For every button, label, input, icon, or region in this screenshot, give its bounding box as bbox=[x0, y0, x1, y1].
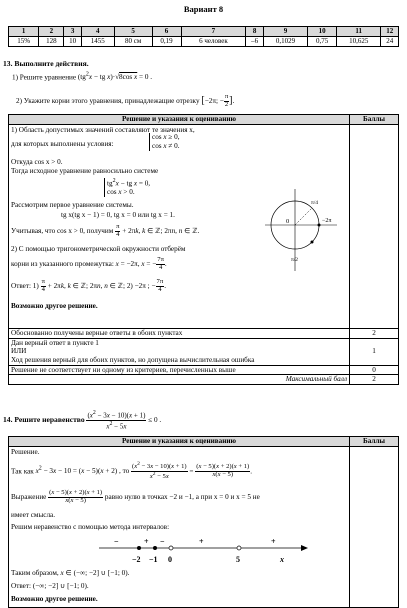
axis-label-minus-1: −1 bbox=[149, 555, 158, 564]
task14-score-empty bbox=[350, 447, 399, 608]
answer-number: 8 bbox=[246, 27, 263, 37]
answers-table bbox=[8, 26, 399, 47]
answer-value: 15% bbox=[9, 37, 39, 47]
sol14-answer: Ответ: (−∞; −2] ∪ [−1; 0). bbox=[11, 582, 89, 590]
task13-solution bbox=[9, 125, 350, 329]
task14-solution bbox=[9, 447, 350, 608]
answer-number: 5 bbox=[114, 27, 152, 37]
interval-axis-figure bbox=[99, 532, 309, 566]
circle-zero-label: 0 bbox=[286, 218, 290, 225]
criterion-row: Обоснованно получены верные ответы в обоих пунктах bbox=[9, 329, 350, 339]
answer-value: 0,75 bbox=[308, 37, 337, 47]
sol13-line: Возможно другое решение. bbox=[11, 302, 98, 310]
task14-header: Решение и указания к оцениванию bbox=[9, 437, 350, 447]
answer-number: 1 bbox=[9, 27, 39, 37]
answer-number: 4 bbox=[81, 27, 114, 37]
point-minus-2 bbox=[137, 546, 141, 550]
trig-circle-figure bbox=[265, 183, 337, 275]
answer-value: 24 bbox=[381, 37, 399, 47]
criterion-score: 1 bbox=[350, 338, 399, 365]
answer-value: 0,19 bbox=[152, 37, 181, 47]
criterion-score: 2 bbox=[350, 329, 399, 339]
task13-part1: 1) Решите уравнение ($tg^2x$ − tg x)·√8cos x = 0 . bbox=[12, 72, 153, 82]
answer-value: 6 человек bbox=[181, 37, 246, 47]
circle-pi4-label: π/4 bbox=[311, 200, 319, 206]
sign-3: − bbox=[160, 537, 165, 546]
criterion-row: Решение не соответствует ни одному из критериев, перечисленных выше bbox=[9, 365, 350, 375]
circle-right-label: −2π bbox=[322, 218, 332, 224]
sol13-system: $tg^2x$ − tg x = 0, cos x > 0. bbox=[104, 178, 150, 197]
angle-ray bbox=[295, 208, 312, 225]
sol14-line: Так как $x^2 - 3x - 10 = (x - 5)(x + 2)$ , то $\frac{(x^2 - 3x - 10)(x + 1)}{x^2 - 5x}$ = $\frac{(x - 5)(x + 2)(x + 1)}{x(x - 5)}$ . bbox=[11, 461, 253, 481]
answer-value: 1455 bbox=[81, 37, 114, 47]
sol13-line: для которых выполнены условия: bbox=[11, 140, 114, 148]
sol13-conditions: cos x ≥ 0, cos x ≠ 0. bbox=[149, 133, 180, 151]
sol14-line: имеет смысла. bbox=[11, 511, 56, 519]
criterion-row bbox=[9, 338, 350, 365]
max-score-value: 2 bbox=[350, 375, 399, 385]
point-zero-open bbox=[169, 546, 173, 550]
sol14-conclusion: Таким образом, x ∈ (−∞; −2] ∪ [−1; 0). bbox=[11, 569, 130, 577]
task14-heading-line: 14. Решите неравенство $\frac{(x^2 - 3x - 10)(x + 1)}{x^2 - 5x}$ ≤ 0 . bbox=[3, 410, 162, 430]
task13-part2: 2) Укажите корни этого уравнения, принадлежащие отрезку [−2π; − $\frac{\pi}{2}$ ]. bbox=[16, 93, 235, 108]
answer-value: –6 bbox=[246, 37, 263, 47]
task13-table bbox=[8, 114, 399, 385]
sol13-line: Тогда исходное уравнение равносильно системе bbox=[11, 167, 159, 175]
task14-table bbox=[8, 436, 399, 608]
axis-arrow bbox=[301, 545, 308, 551]
task13-header: Решение и указания к оцениванию bbox=[9, 115, 350, 125]
task13-score-empty bbox=[350, 125, 399, 329]
answer-number: 2 bbox=[39, 27, 64, 37]
answer-value: 10,625 bbox=[337, 37, 381, 47]
axis-label-five: 5 bbox=[236, 555, 240, 564]
axis-label-minus-2: −2 bbox=[132, 555, 141, 564]
sol13-line: Рассмотрим первое уравнение системы. bbox=[11, 201, 134, 209]
sol13-line: Учитывая, что cos x > 0, получим $\frac{\pi}{4}$ + 2πk, k ∈ ℤ; 2πn, n ∈ ℤ. bbox=[11, 223, 200, 238]
answer-number: 9 bbox=[263, 27, 307, 37]
axis-variable: x bbox=[280, 555, 284, 564]
task13-heading: 13. Выполните действия. bbox=[3, 59, 89, 68]
sol13-line: tg x(tg x − 1) = 0, tg x = 0 или tg x = 1. bbox=[61, 211, 175, 219]
sol13-line: корни из указанного промежутка: x = −2π, x = − $\frac{7\pi}{4}$ . bbox=[11, 256, 167, 271]
point-minus-1 bbox=[153, 546, 157, 550]
point-minus-pi4 bbox=[311, 241, 314, 244]
answer-value: 0,1029 bbox=[263, 37, 307, 47]
criterion-score: 0 bbox=[350, 365, 399, 375]
sol13-line: Откуда cos x > 0. bbox=[11, 158, 63, 166]
answer-number: 3 bbox=[64, 27, 81, 37]
point-five-open bbox=[237, 546, 241, 550]
criterion-text: Ход решения верный для обоих пунктов, но допущена вычислительная ошибка bbox=[11, 356, 255, 365]
max-score-label: Максимальный балл bbox=[9, 375, 350, 385]
answer-number: 10 bbox=[308, 27, 337, 37]
sign-6: + bbox=[271, 537, 276, 546]
answer-number: 11 bbox=[337, 27, 381, 37]
sol14-line: Решим неравенство с помощью метода интервалов: bbox=[11, 523, 170, 531]
sol13-line: 1) Область допустимых значений составляют те значения x, bbox=[11, 126, 195, 134]
answer-value: 128 bbox=[39, 37, 64, 47]
sign-4: + bbox=[199, 537, 204, 546]
sol13-answer: Ответ: 1) $\frac{\pi}{4}$ + 2πk, k ∈ ℤ; 2πn, n ∈ ℤ; 2) −2π ; − $\frac{7\pi}{4}$ . bbox=[11, 278, 166, 293]
sol14-line: Решение. bbox=[11, 448, 40, 456]
answer-value: 10 bbox=[64, 37, 81, 47]
task13-score-header: Баллы bbox=[350, 115, 399, 125]
sign-1: − bbox=[114, 537, 119, 546]
criterion-text: Дан верный ответ в пункте 1 bbox=[11, 338, 99, 347]
criterion-text: ИЛИ bbox=[11, 347, 27, 356]
answer-value: 80 см bbox=[114, 37, 152, 47]
page-title: Вариант 8 bbox=[183, 4, 224, 14]
circle-pi2-label: π/2 bbox=[291, 257, 299, 263]
sol14-line: Возможно другое решение. bbox=[11, 595, 98, 603]
sign-2: + bbox=[144, 537, 149, 546]
point-zero bbox=[318, 224, 321, 227]
answer-number: 12 bbox=[381, 27, 399, 37]
sol13-line: 2) С помощью тригонометрической окружности отберём bbox=[11, 245, 186, 253]
task14-score-header: Баллы bbox=[350, 437, 399, 447]
sol14-line: Выражение $\frac{(x - 5)(x + 2)(x + 1)}{x(x - 5)}$ равно нулю в точках −2 и −1, а при x = 0 и x = 5 не bbox=[11, 489, 260, 504]
answer-number: 6 bbox=[152, 27, 181, 37]
task14-heading: 14. Решите неравенство bbox=[3, 414, 85, 424]
answer-number: 7 bbox=[181, 27, 246, 37]
axis-label-zero: 0 bbox=[168, 555, 172, 564]
